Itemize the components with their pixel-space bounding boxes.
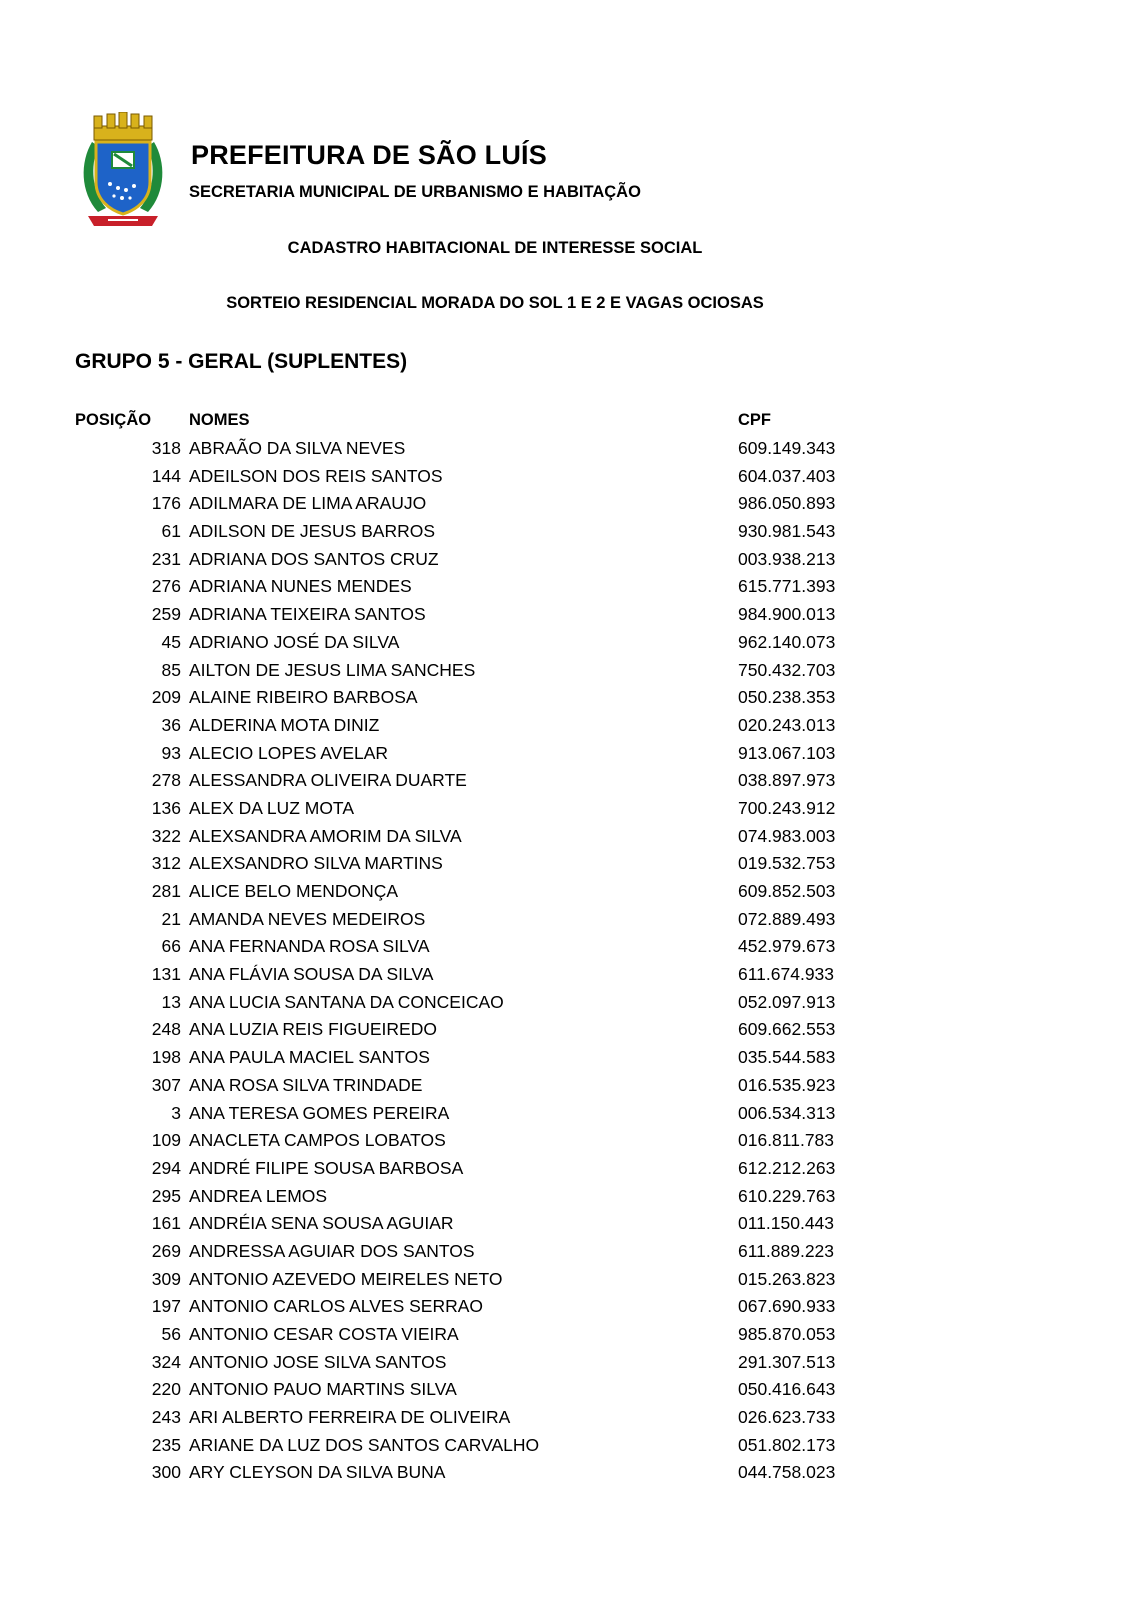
table-row [0, 712, 1131, 740]
position-cell: 248 [151, 1019, 181, 1040]
table-row [0, 1293, 1131, 1321]
position-cell: 312 [151, 853, 181, 874]
position-cell: 322 [151, 825, 181, 846]
name-cell: ALDERINA MOTA DINIZ [189, 714, 380, 735]
group-title: GRUPO 5 - GERAL (SUPLENTES) [75, 350, 408, 373]
table-row [0, 1210, 1131, 1238]
position-cell: 276 [151, 576, 181, 597]
cpf-cell: 052.097.913 [738, 991, 836, 1012]
name-cell: ABRAÃO DA SILVA NEVES [189, 438, 406, 458]
coat-of-arms-icon [78, 112, 168, 234]
table-row [0, 989, 1131, 1017]
table-row [0, 878, 1131, 906]
table-row [0, 961, 1131, 989]
position-cell: 309 [151, 1268, 181, 1289]
position-cell: 21 [161, 908, 181, 929]
org-title: PREFEITURA DE SÃO LUÍS [191, 140, 547, 170]
cpf-cell: 610.229.763 [738, 1185, 836, 1206]
name-cell: ANDRÉIA SENA SOUSA AGUIAR [189, 1213, 454, 1234]
cpf-cell: 006.534.313 [738, 1102, 836, 1123]
name-cell: AILTON DE JESUS LIMA SANCHES [189, 659, 476, 680]
cpf-cell: 452.979.673 [738, 936, 836, 957]
cpf-cell: 051.802.173 [738, 1434, 836, 1455]
cpf-cell: 291.307.513 [738, 1351, 836, 1372]
cpf-cell: 026.623.733 [738, 1407, 836, 1428]
table-row [0, 1155, 1131, 1183]
table-row [0, 1183, 1131, 1211]
cpf-cell: 035.544.583 [738, 1047, 836, 1068]
table-row [0, 1100, 1131, 1128]
cpf-cell: 038.897.973 [738, 770, 836, 791]
position-cell: 294 [151, 1157, 181, 1178]
table-row [0, 629, 1131, 657]
table-row [0, 684, 1131, 712]
cpf-cell: 016.811.783 [738, 1130, 835, 1151]
cpf-cell: 609.852.503 [738, 881, 836, 901]
cpf-cell: 611.674.933 [738, 964, 835, 985]
position-cell: 209 [151, 687, 181, 708]
table-row [0, 518, 1131, 546]
table-row [0, 1016, 1131, 1044]
name-cell: ADRIANA DOS SANTOS CRUZ [189, 548, 439, 569]
name-cell: ADRIANA NUNES MENDES [189, 576, 412, 597]
name-cell: ARI ALBERTO FERREIRA DE OLIVEIRA [189, 1407, 511, 1428]
table-row [0, 1266, 1131, 1294]
name-cell: ALEXSANDRO SILVA MARTINS [189, 853, 443, 874]
position-cell: 13 [161, 991, 181, 1012]
table-row [0, 463, 1131, 491]
document-subtitle: SORTEIO RESIDENCIAL MORADA DO SOL 1 E 2 E VAGAS OCIOSAS [226, 294, 764, 312]
name-cell: ANA LUZIA REIS FIGUEIREDO [189, 1019, 437, 1040]
name-cell: ANDRESSA AGUIAR DOS SANTOS [189, 1240, 475, 1261]
cpf-cell: 003.938.213 [738, 548, 836, 569]
table-row [0, 1376, 1131, 1404]
cpf-cell: 020.243.013 [738, 714, 836, 735]
cpf-cell: 750.432.703 [738, 659, 836, 680]
name-cell: ALAINE RIBEIRO BARBOSA [189, 687, 418, 708]
name-cell: ANA FERNANDA ROSA SILVA [189, 936, 430, 957]
table-row [0, 933, 1131, 961]
name-cell: ADILSON DE JESUS BARROS [189, 521, 436, 542]
table-row [0, 1459, 1131, 1487]
cpf-cell: 609.662.553 [738, 1019, 836, 1040]
name-cell: ANACLETA CAMPOS LOBATOS [189, 1130, 446, 1151]
position-cell: 220 [151, 1379, 181, 1400]
table-row [0, 823, 1131, 851]
column-header-nomes: NOMES [189, 411, 250, 429]
cpf-cell: 611.889.223 [738, 1240, 835, 1261]
table-row [0, 850, 1131, 878]
table-row [0, 795, 1131, 823]
position-cell: 235 [151, 1434, 181, 1455]
name-cell: ANA TERESA GOMES PEREIRA [189, 1102, 450, 1123]
name-cell: ADRIANO JOSÉ DA SILVA [189, 631, 400, 652]
name-cell: ANTONIO CARLOS ALVES SERRAO [189, 1296, 484, 1317]
cpf-cell: 067.690.933 [738, 1296, 836, 1317]
cpf-cell: 984.900.013 [738, 604, 836, 625]
position-cell: 93 [161, 742, 181, 763]
document-title: CADASTRO HABITACIONAL DE INTERESSE SOCIAL [287, 239, 703, 257]
table-row [0, 1127, 1131, 1155]
position-cell: 243 [151, 1407, 181, 1428]
position-cell: 161 [151, 1213, 181, 1234]
position-cell: 109 [151, 1130, 181, 1151]
position-cell: 300 [151, 1462, 181, 1483]
name-cell: ANTONIO PAUO MARTINS SILVA [189, 1379, 457, 1400]
position-cell: 324 [151, 1351, 181, 1372]
name-cell: ANA FLÁVIA SOUSA DA SILVA [189, 964, 434, 985]
results-table [0, 435, 1131, 1487]
table-row [0, 1044, 1131, 1072]
cpf-cell: 985.870.053 [738, 1324, 836, 1344]
position-cell: 136 [151, 797, 181, 818]
table-row [0, 740, 1131, 768]
name-cell: ALECIO LOPES AVELAR [189, 742, 389, 763]
cpf-cell: 913.067.103 [738, 742, 836, 763]
cpf-cell: 700.243.912 [738, 797, 836, 818]
cpf-cell: 609.149.343 [738, 438, 836, 458]
position-cell: 231 [151, 548, 181, 569]
name-cell: ANTONIO AZEVEDO MEIRELES NETO [189, 1268, 503, 1289]
cpf-cell: 074.983.003 [738, 825, 836, 846]
position-cell: 66 [161, 936, 181, 957]
table-row [0, 906, 1131, 934]
name-cell: ANA LUCIA SANTANA DA CONCEICAO [189, 991, 504, 1012]
name-cell: ALICE BELO MENDONÇA [189, 881, 399, 901]
table-row [0, 1432, 1131, 1460]
position-cell: 318 [151, 438, 181, 458]
position-cell: 295 [151, 1185, 181, 1206]
name-cell: ALEXSANDRA AMORIM DA SILVA [189, 825, 462, 846]
name-cell: ADEILSON DOS REIS SANTOS [189, 465, 443, 486]
position-cell: 144 [151, 465, 181, 486]
cpf-cell: 050.238.353 [738, 687, 836, 708]
position-cell: 307 [151, 1074, 181, 1095]
table-row [0, 546, 1131, 574]
table-row [0, 573, 1131, 601]
cpf-cell: 016.535.923 [738, 1074, 836, 1095]
cpf-cell: 050.416.643 [738, 1379, 836, 1400]
position-cell: 61 [161, 521, 181, 542]
table-row [0, 1321, 1131, 1349]
name-cell: ANDRÉ FILIPE SOUSA BARBOSA [189, 1157, 464, 1178]
name-cell: AMANDA NEVES MEDEIROS [189, 908, 426, 929]
position-cell: 56 [161, 1324, 181, 1344]
table-row [0, 1072, 1131, 1100]
table-row [0, 490, 1131, 518]
position-cell: 3 [171, 1102, 181, 1123]
name-cell: ANTONIO JOSE SILVA SANTOS [189, 1351, 447, 1372]
table-row [0, 1349, 1131, 1377]
cpf-cell: 615.771.393 [738, 576, 836, 597]
position-cell: 36 [161, 714, 181, 735]
cpf-cell: 612.212.263 [738, 1157, 836, 1178]
column-header-posicao: POSIÇÃO [75, 411, 152, 429]
cpf-cell: 604.037.403 [738, 465, 836, 486]
cpf-cell: 072.889.493 [738, 908, 836, 929]
name-cell: ANTONIO CESAR COSTA VIEIRA [189, 1324, 459, 1344]
cpf-cell: 011.150.443 [738, 1213, 835, 1234]
position-cell: 131 [151, 964, 181, 985]
name-cell: ADRIANA TEIXEIRA SANTOS [189, 604, 426, 625]
name-cell: ANA PAULA MACIEL SANTOS [189, 1047, 430, 1068]
column-header-cpf: CPF [738, 411, 771, 429]
position-cell: 45 [161, 631, 181, 652]
name-cell: ALEX DA LUZ MOTA [189, 797, 354, 818]
cpf-cell: 962.140.073 [738, 631, 836, 652]
table-row [0, 435, 1131, 463]
position-cell: 269 [151, 1240, 181, 1261]
position-cell: 198 [151, 1047, 181, 1068]
name-cell: ALESSANDRA OLIVEIRA DUARTE [189, 770, 467, 791]
table-row [0, 1238, 1131, 1266]
name-cell: ANDREA LEMOS [189, 1185, 328, 1206]
name-cell: ARIANE DA LUZ DOS SANTOS CARVALHO [189, 1434, 540, 1455]
position-cell: 176 [151, 493, 181, 514]
position-cell: 278 [151, 770, 181, 791]
position-cell: 259 [151, 604, 181, 625]
name-cell: ANA ROSA SILVA TRINDADE [189, 1074, 423, 1095]
cpf-cell: 044.758.023 [738, 1462, 836, 1483]
name-cell: ARY CLEYSON DA SILVA BUNA [189, 1462, 446, 1483]
position-cell: 85 [161, 659, 181, 680]
position-cell: 281 [151, 881, 181, 901]
cpf-cell: 019.532.753 [738, 853, 836, 874]
table-row [0, 1404, 1131, 1432]
name-cell: ADILMARA DE LIMA ARAUJO [189, 493, 427, 514]
cpf-cell: 930.981.543 [738, 521, 836, 542]
table-row [0, 601, 1131, 629]
org-subtitle: SECRETARIA MUNICIPAL DE URBANISMO E HABITAÇÃO [189, 183, 641, 201]
cpf-cell: 015.263.823 [738, 1268, 836, 1289]
table-row [0, 657, 1131, 685]
cpf-cell: 986.050.893 [738, 493, 836, 514]
table-row [0, 767, 1131, 795]
position-cell: 197 [151, 1296, 181, 1317]
